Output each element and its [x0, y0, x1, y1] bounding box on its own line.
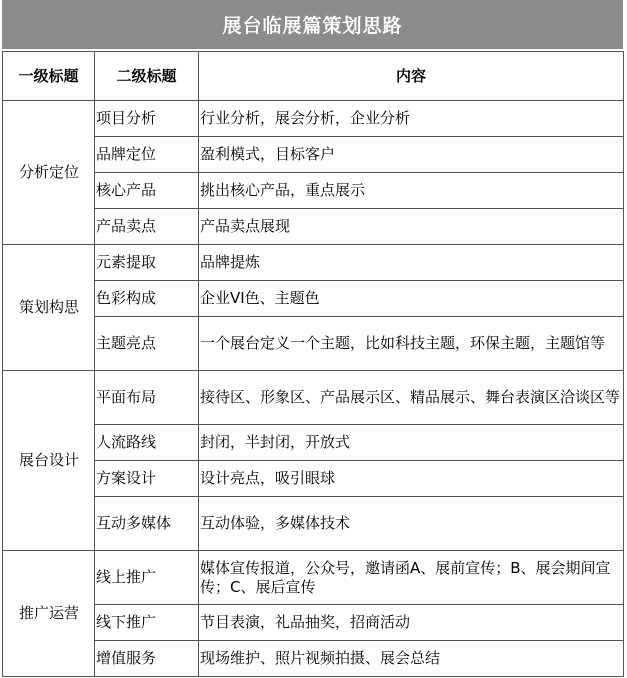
- section-label: 策划构思: [3, 245, 95, 371]
- table-row: [3, 605, 624, 641]
- content-cell: 行业分析，展会分析，企业分析: [199, 101, 624, 137]
- table-row: [3, 245, 624, 281]
- subheading-cell: 色彩构成: [95, 281, 199, 317]
- content-cell: 企业VI色、主题色: [199, 281, 624, 317]
- table-row: [3, 317, 624, 371]
- subheading-cell: 元素提取: [95, 245, 199, 281]
- table-row: [3, 641, 624, 677]
- sheet-title: 展台临展篇策划思路: [2, 0, 623, 49]
- subheading-cell: 人流路线: [95, 425, 199, 461]
- table-row: [3, 281, 624, 317]
- content-cell: 品牌提炼: [199, 245, 624, 281]
- subheading-cell: 方案设计: [95, 461, 199, 497]
- table-row: [3, 461, 624, 497]
- subheading-cell: 品牌定位: [95, 137, 199, 173]
- planning-table: [2, 51, 624, 677]
- content-cell: 封闭，半封闭，开放式: [199, 425, 624, 461]
- table-row: [3, 371, 624, 425]
- subheading-cell: 项目分析: [95, 101, 199, 137]
- subheading-cell: 平面布局: [95, 371, 199, 425]
- content-cell: 产品卖点展现: [199, 209, 624, 245]
- subheading-cell: 线上推广: [95, 551, 199, 605]
- table-row: [3, 209, 624, 245]
- content-cell: 盈利模式，目标客户: [199, 137, 624, 173]
- table-row: [3, 173, 624, 209]
- subheading-cell: 增值服务: [95, 641, 199, 677]
- content-cell: 设计亮点，吸引眼球: [199, 461, 624, 497]
- table-row: [3, 497, 624, 551]
- content-cell: 媒体宣传报道，公众号，邀请函A、展前宣传；B、展会期间宣传；C、展后宣传: [199, 551, 624, 605]
- content-cell: 现场维护、照片视频拍摄、展会总结: [199, 641, 624, 677]
- subheading-cell: 线下推广: [95, 605, 199, 641]
- header-row: [3, 52, 624, 101]
- table-row: [3, 101, 624, 137]
- table-row: [3, 551, 624, 605]
- subheading-cell: 互动多媒体: [95, 497, 199, 551]
- section-label: 展台设计: [3, 371, 95, 551]
- section-label: 分析定位: [3, 101, 95, 245]
- content-cell: 挑出核心产品，重点展示: [199, 173, 624, 209]
- content-cell: 一个展台定义一个主题，比如科技主题，环保主题，主题馆等: [199, 317, 624, 371]
- content-cell: 互动体验，多媒体技术: [199, 497, 624, 551]
- header-level1: 一级标题: [3, 52, 95, 101]
- subheading-cell: 主题亮点: [95, 317, 199, 371]
- table-row: [3, 137, 624, 173]
- content-cell: 节目表演，礼品抽奖，招商活动: [199, 605, 624, 641]
- subheading-cell: 核心产品: [95, 173, 199, 209]
- table-row: [3, 425, 624, 461]
- subheading-cell: 产品卖点: [95, 209, 199, 245]
- header-level2: 二级标题: [95, 52, 199, 101]
- content-cell: 接待区、形象区、产品展示区、精品展示、舞台表演区洽谈区等: [199, 371, 624, 425]
- header-content: 内容: [199, 52, 624, 101]
- section-label: 推广运营: [3, 551, 95, 677]
